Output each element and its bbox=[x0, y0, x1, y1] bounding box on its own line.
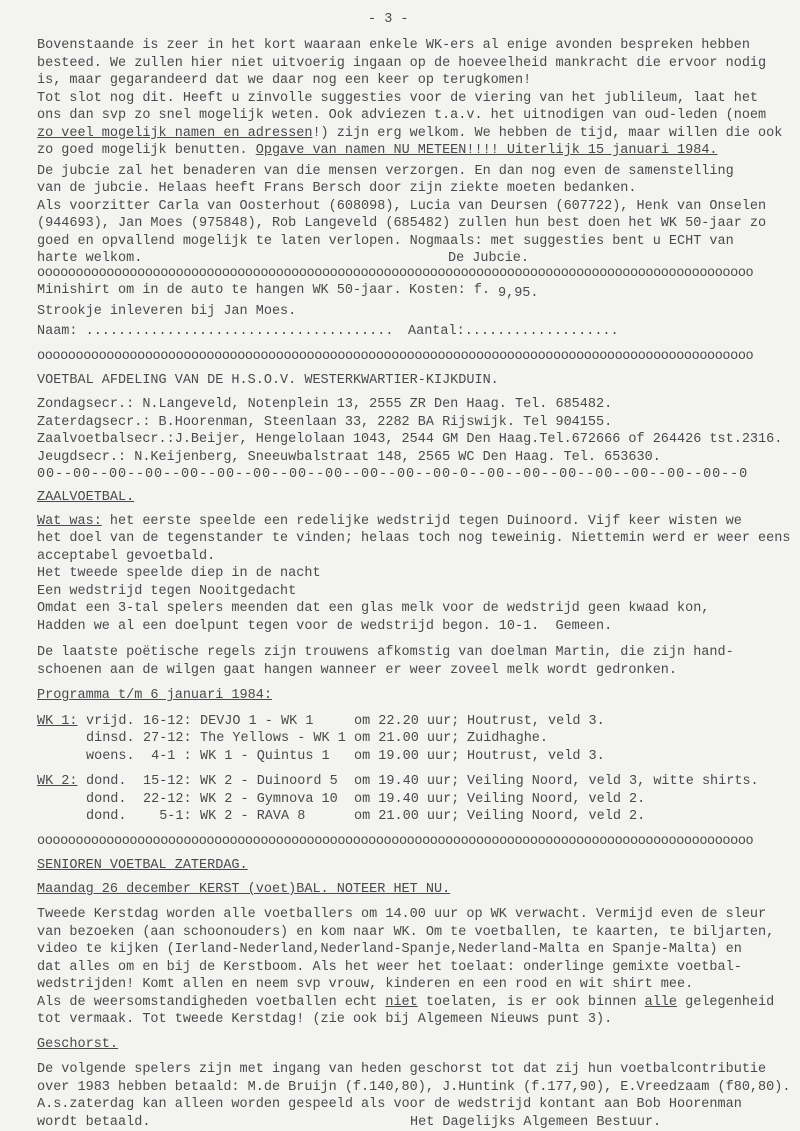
jubcie-line: harte welkom. bbox=[37, 251, 143, 266]
contact-line: Jeugdsecr.: N.Keijenberg, Sneeuwbalstraat 148, 2565 WC Den Haag. Tel. 653630. bbox=[37, 450, 661, 465]
emphasis-niet: niet bbox=[385, 995, 418, 1010]
jubcie-line: goed en opvallend mogelijk te laten verlopen. Nogmaals: met suggesties bent u ECHT van bbox=[37, 234, 734, 249]
section-heading: ZAALVOETBAL. bbox=[37, 490, 135, 505]
jubcie-line: van de jubcie. Helaas heeft Frans Bersch door zijn ziekte moeten bedanken. bbox=[37, 181, 637, 196]
schedule-venue: Veiling Noord, veld 2. bbox=[467, 792, 646, 807]
schedule-match: DEVJO 1 - WK 1 bbox=[200, 714, 314, 729]
deadline-emphasis: Opgave van namen NU METEEN!!!! Uiterlijk 15 januari 1984. bbox=[255, 143, 718, 158]
schedule-time: om 19.40 uur; bbox=[354, 774, 460, 789]
schedule-match: WK 2 - Duinoord 5 bbox=[200, 774, 338, 789]
name-field[interactable]: Naam: ...................................... bbox=[37, 324, 394, 339]
separator: ooooooooooooooooooooooooooooooooooooooooooooooooooooooooooooooooooooooooooooooooooooooooooooo bbox=[37, 834, 754, 849]
report-line: Het tweede speelde diep in de nacht bbox=[37, 566, 321, 581]
schedule-date: 4-1 : bbox=[151, 749, 192, 764]
page-number: - 3 - bbox=[368, 12, 409, 27]
schedule-date: 16-12: bbox=[143, 714, 192, 729]
jubcie-line: De jubcie zal het benaderen van die mensen verzorgen. En dan nog even de samenstelling bbox=[37, 164, 734, 179]
schedule-venue: Veiling Noord, veld 3, witte shirts. bbox=[467, 774, 759, 789]
schedule-match: WK 2 - RAVA 8 bbox=[200, 809, 306, 824]
report-line: acceptabel gevoetbald. bbox=[37, 549, 216, 564]
schedule-time: om 21.00 uur; bbox=[354, 809, 460, 824]
schedule-match: The Yellows - WK 1 bbox=[200, 731, 346, 746]
text: toelaten, is er ook binnen bbox=[417, 995, 645, 1010]
schedule-match: WK 2 - Gymnova 10 bbox=[200, 792, 338, 807]
report-line: De laatste poëtische regels zijn trouwens afkomstig van doelman Martin, die zijn hand- bbox=[37, 645, 734, 660]
club-title: VOETBAL AFDELING VAN DE H.S.O.V. WESTERKWARTIER-KIJKDUIN. bbox=[37, 373, 499, 388]
report-text: het eerste speelde een redelijke wedstrijd tegen Duinoord. Vijf keer wisten we bbox=[101, 514, 742, 529]
emphasis-alle: alle bbox=[644, 995, 678, 1010]
schedule-date: 22-12: bbox=[143, 792, 192, 807]
senioren-line: wedstrijden! Komt allen en neem svp vrouw, kinderen en een rood en wit shirt mee. bbox=[37, 977, 694, 992]
names-addresses-emphasis: zo veel mogelijk namen en adressen bbox=[37, 126, 313, 141]
schedule-match: WK 1 - Quintus 1 bbox=[200, 749, 330, 764]
schedule-day: dond. bbox=[86, 774, 127, 789]
intro-line: Tot slot nog dit. Heeft u zinvolle suggesties voor de viering van het jublileum, laat het bbox=[37, 91, 759, 106]
schedule-time: om 22.20 uur; bbox=[354, 714, 460, 729]
order-instruction: Strookje inleveren bij Jan Moes. bbox=[37, 304, 297, 319]
text: gelegenheid bbox=[677, 995, 775, 1010]
senioren-line: van bezoeken (aan schoonouders) en kom naar WK. Om te voetballen, te kaarten, te biljarten, bbox=[37, 925, 775, 940]
intro-line: is, maar gegarandeerd dat we daar nog een keer op terugkomen! bbox=[37, 73, 532, 88]
schedule-venue: Veiling Noord, veld 2. bbox=[467, 809, 646, 824]
report-line: Omdat een 3-tal spelers meenden dat een glas melk voor de wedstrijd geen kwaad kon, bbox=[37, 601, 710, 616]
senioren-line: video te kijken (Ierland-Nederland,Nederland-Spanje,Nederland-Malta en Spanje-Malta) en bbox=[37, 942, 742, 957]
intro-line: Bovenstaande is zeer in het kort waaraan enkele WK-ers al enige avonden bespreken hebben bbox=[37, 38, 750, 53]
geschorst-line: over 1983 hebben betaald: M.de Bruijn (f.140,80), J.Huntink (f.177,90), E.Vreedzaam (f80,80). bbox=[37, 1080, 791, 1095]
intro-line bbox=[37, 142, 718, 159]
amount-field[interactable]: Aantal:................... bbox=[408, 324, 619, 339]
report-line: het doel van de tegenstander te vinden; helaas toch nog teweinig. Niettemin werd er weer eens bbox=[37, 531, 791, 546]
programma-heading: Programma t/m 6 januari 1984: bbox=[37, 688, 272, 703]
geschorst-line: De volgende spelers zijn met ingang van heden geschorst tot dat zij hun voetbalcontributie bbox=[37, 1062, 767, 1077]
schedule-date: 5-1: bbox=[159, 809, 192, 824]
schedule-team: WK 1: bbox=[37, 714, 78, 729]
jubcie-line: Als voorzitter Carla van Oosterhout (608098), Lucia van Deursen (607722), Henk van Onselen bbox=[37, 199, 767, 214]
report-line bbox=[37, 513, 742, 530]
schedule-time: om 19.40 uur; bbox=[354, 792, 460, 807]
schedule-time: om 19.00 uur; bbox=[354, 749, 460, 764]
senioren-line: dat alles om en bij de Kerstboom. Als het weer het toelaat: onderlinge gemixte voetbal- bbox=[37, 960, 742, 975]
schedule-day: woens. bbox=[86, 749, 135, 764]
subheading: Maandag 26 december KERST (voet)BAL. NOTEER HET NU. bbox=[37, 882, 451, 897]
schedule-day: dond. bbox=[86, 809, 127, 824]
report-line: Hadden we al een doelpunt tegen voor de wedstrijd begon. 10-1. Gemeen. bbox=[37, 619, 613, 634]
geschorst-line: wordt betaald. bbox=[37, 1115, 151, 1130]
jubcie-line: (944693), Jan Moes (975848), Rob Langeveld (685482) zullen hun best doen het WK 50-jaar zo bbox=[37, 216, 767, 231]
senioren-line bbox=[37, 994, 774, 1011]
contact-line: Zaalvoetbalsecr.:J.Beijer, Hengelolaan 1043, 2544 GM Den Haag.Tel.672666 of 264426 tst.2316. bbox=[37, 432, 783, 447]
report-line: Een wedstrijd tegen Nooitgedacht bbox=[37, 584, 297, 599]
cost-value: 9,95. bbox=[498, 286, 539, 301]
jubcie-signature: De Jubcie. bbox=[448, 251, 530, 266]
intro-line: besteed. We zullen hier niet uitvoerig ingaan op de hoeveelheid mankracht die ervoor nodig bbox=[37, 56, 767, 71]
schedule-day: dond. bbox=[86, 792, 127, 807]
schedule-time: om 21.00 uur; bbox=[354, 731, 460, 746]
board-signature: Het Dagelijks Algemeen Bestuur. bbox=[410, 1115, 662, 1130]
intro-line bbox=[37, 125, 782, 142]
section-heading: Geschorst. bbox=[37, 1037, 119, 1052]
intro-text: zo goed mogelijk benutten. bbox=[37, 143, 256, 158]
order-item: Minishirt om in de auto te hangen WK 50-jaar. bbox=[37, 283, 402, 298]
schedule-venue: Zuidhaghe. bbox=[467, 731, 549, 746]
cost-label: Kosten: f. bbox=[409, 283, 491, 298]
separator: ooooooooooooooooooooooooooooooooooooooooooooooooooooooooooooooooooooooooooooooooooooooooooooo bbox=[37, 349, 754, 364]
separator: ooooooooooooooooooooooooooooooooooooooooooooooooooooooooooooooooooooooooooooooooooooooooooooo bbox=[37, 266, 754, 281]
schedule-team: WK 2: bbox=[37, 774, 78, 789]
schedule-venue: Houtrust, veld 3. bbox=[467, 714, 605, 729]
schedule-venue: Houtrust, veld 3. bbox=[467, 749, 605, 764]
wat-was-label: Wat was: bbox=[37, 514, 102, 529]
intro-line: ons dan svp zo snel mogelijk weten. Ook adviezen t.a.v. het uitnodigen van oud-leden (noem bbox=[37, 108, 767, 123]
separator: 00--00--00--00--00--00--00--00--00--00--00--00-0--00--00--00--00--00--00--00--0 bbox=[37, 467, 749, 482]
report-line: schoenen aan de wilgen gaat hangen wanneer er weer zoveel melk wordt gedronken. bbox=[37, 663, 678, 678]
schedule-date: 27-12: bbox=[143, 731, 192, 746]
geschorst-line: A.s.zaterdag kan alleen worden gespeeld als voor de wedstrijd kontant aan Bob Hoorenman bbox=[37, 1097, 742, 1112]
contact-line: Zondagsecr.: N.Langeveld, Notenplein 13, 2555 ZR Den Haag. Tel. 685482. bbox=[37, 397, 613, 412]
contact-line: Zaterdagsecr.: B.Hoorenman, Steenlaan 33, 2282 BA Rijswijk. Tel 904155. bbox=[37, 415, 613, 430]
section-heading: SENIOREN VOETBAL ZATERDAG. bbox=[37, 858, 248, 873]
schedule-day: vrijd. bbox=[86, 714, 135, 729]
schedule-day: dinsd. bbox=[86, 731, 135, 746]
schedule-date: 15-12: bbox=[143, 774, 192, 789]
senioren-line: tot vermaak. Tot tweede Kerstdag! (zie ook bij Algemeen Nieuws punt 3). bbox=[37, 1012, 613, 1027]
senioren-line: Tweede Kerstdag worden alle voetballers om 14.00 uur op WK verwacht. Vermijd even de sleur bbox=[37, 907, 767, 922]
intro-text: !) zijn erg welkom. We hebben de tijd, maar willen die ook bbox=[312, 126, 783, 141]
text: Als de weersomstandigheden voetballen echt bbox=[37, 995, 386, 1010]
